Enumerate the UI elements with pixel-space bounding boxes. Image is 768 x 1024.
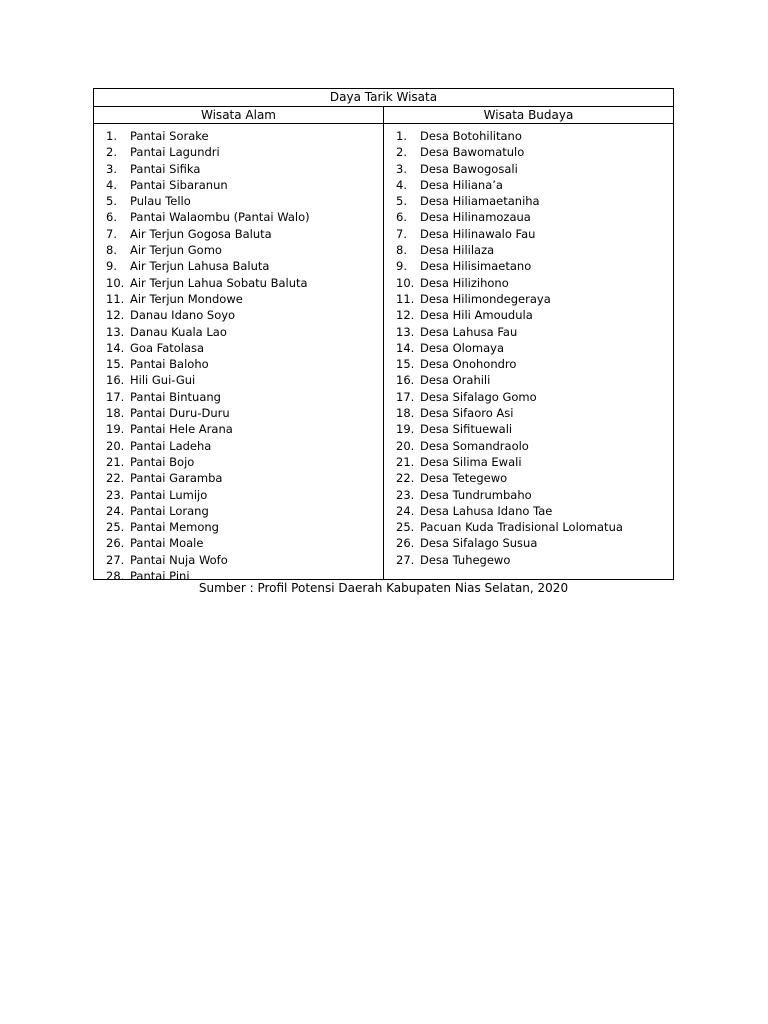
list-item-text: Danau Idano Soyo xyxy=(130,308,236,323)
list-item-text: Pantai Nuja Wofo xyxy=(130,552,228,567)
wisata-alam-list-item xyxy=(94,291,383,307)
wisata-budaya-list-item xyxy=(384,307,673,323)
list-item-number: 12. xyxy=(396,308,415,323)
wisata-budaya-list-item xyxy=(384,275,673,291)
wisata-alam-list-item xyxy=(94,438,383,454)
list-item-number: 28. xyxy=(106,569,125,584)
wisata-budaya-list-item xyxy=(384,372,673,388)
list-item-number: 22. xyxy=(106,471,125,486)
list-item-text: Desa Somandraolo xyxy=(420,438,529,453)
list-item-text: Desa Hililaza xyxy=(420,243,495,258)
list-item-number: 24. xyxy=(106,503,125,518)
list-item-number: 4. xyxy=(396,177,407,192)
list-item-text: Desa Hiliana’a xyxy=(420,177,503,192)
wisata-alam-list-item xyxy=(94,389,383,405)
wisata-alam-list-item xyxy=(94,552,383,568)
list-item-text: Pantai Ladeha xyxy=(130,438,212,453)
list-item-text: Air Terjun Mondowe xyxy=(130,291,243,306)
wisata-alam-list-item xyxy=(94,144,383,160)
wisata-budaya-list-item xyxy=(384,421,673,437)
list-item-text: Desa Hilinawalo Fau xyxy=(420,226,536,241)
list-item-text: Pantai Hele Arana xyxy=(130,422,233,437)
list-item-number: 27. xyxy=(396,552,415,567)
list-item-text: Pantai Garamba xyxy=(130,471,223,486)
list-item-text: Air Terjun Gomo xyxy=(130,243,222,258)
list-item-text: Pantai Baloho xyxy=(130,357,209,372)
list-item-text: Desa Sifalago Gomo xyxy=(420,389,537,404)
list-item-text: Desa Silima Ewali xyxy=(420,454,522,469)
list-item-text: Desa Botohilitano xyxy=(420,129,522,143)
list-item-text: Pantai Lorang xyxy=(130,503,209,518)
list-item-text: Pacuan Kuda Tradisional Lolomatua xyxy=(420,520,623,535)
wisata-alam-column xyxy=(94,124,384,584)
source-caption: Sumber : Profil Potensi Daerah Kabupaten Nias Selatan, 2020 xyxy=(198,581,569,595)
wisata-alam-list-item xyxy=(94,258,383,274)
wisata-budaya-list-item xyxy=(384,552,673,568)
list-item-number: 20. xyxy=(106,438,125,453)
list-item-text: Air Terjun Gogosa Baluta xyxy=(130,226,272,241)
wisata-budaya-list-item xyxy=(384,226,673,242)
list-item-number: 26. xyxy=(106,536,125,551)
wisata-alam-list-item xyxy=(94,487,383,503)
list-item-text: Desa Lahusa Fau xyxy=(420,324,518,339)
list-item-number: 5. xyxy=(106,194,117,209)
list-item-number: 21. xyxy=(396,454,415,469)
list-item-text: Pulau Tello xyxy=(130,194,191,209)
wisata-budaya-list-item xyxy=(384,291,673,307)
list-item-number: 24. xyxy=(396,503,415,518)
list-item-text: Air Terjun Lahua Sobatu Baluta xyxy=(130,275,308,290)
wisata-alam-list-item xyxy=(94,421,383,437)
list-item-number: 17. xyxy=(396,389,415,404)
wisata-alam-list-item xyxy=(94,519,383,535)
list-item-number: 12. xyxy=(106,308,125,323)
list-item-text: Danau Kuala Lao xyxy=(130,324,227,339)
list-item-text: Desa Sifalago Susua xyxy=(420,536,538,551)
list-item-number: 26. xyxy=(396,536,415,551)
wisata-budaya-list-item xyxy=(384,389,673,405)
list-item-number: 25. xyxy=(106,520,125,535)
list-item-text: Desa Tundrumbaho xyxy=(420,487,532,502)
table-title: Daya Tarik Wisata xyxy=(94,89,673,107)
list-item-number: 22. xyxy=(396,471,415,486)
list-item-number: 14. xyxy=(396,340,415,355)
list-item-text: Desa Hili Amoudula xyxy=(420,308,533,323)
list-item-number: 10. xyxy=(396,275,415,290)
wisata-alam-list-item xyxy=(94,470,383,486)
wisata-alam-list xyxy=(94,128,383,584)
list-item-number: 18. xyxy=(396,406,415,421)
list-item-text: Pantai Pini xyxy=(130,569,190,584)
wisata-budaya-list-item xyxy=(384,470,673,486)
list-item-number: 20. xyxy=(396,438,415,453)
list-item-text: Desa Hilisimaetano xyxy=(420,259,532,274)
list-item-number: 2. xyxy=(396,145,407,160)
wisata-budaya-list-item xyxy=(384,242,673,258)
wisata-budaya-list-item xyxy=(384,209,673,225)
list-item-number: 8. xyxy=(106,243,117,258)
list-item-text: Pantai Sibaranun xyxy=(130,177,228,192)
list-item-text: Pantai Memong xyxy=(130,520,219,535)
list-item-number: 7. xyxy=(106,226,117,241)
wisata-budaya-list-item xyxy=(384,487,673,503)
wisata-budaya-list-item xyxy=(384,161,673,177)
list-item-text: Desa Lahusa Idano Tae xyxy=(420,503,553,518)
wisata-budaya-list-item xyxy=(384,324,673,340)
wisata-alam-list-item xyxy=(94,340,383,356)
wisata-alam-list-item xyxy=(94,454,383,470)
list-item-text: Pantai Bojo xyxy=(130,454,195,469)
list-item-number: 3. xyxy=(396,161,407,176)
wisata-alam-list-item xyxy=(94,356,383,372)
list-item-text: Desa Tetegewo xyxy=(420,471,508,486)
list-item-number: 1. xyxy=(396,129,407,143)
list-item-number: 6. xyxy=(396,210,407,225)
list-item-text: Desa Hiliamaetaniha xyxy=(420,194,540,209)
wisata-budaya-list-item xyxy=(384,144,673,160)
wisata-alam-list-item xyxy=(94,324,383,340)
list-item-number: 19. xyxy=(396,422,415,437)
list-item-text: Desa Hilizihono xyxy=(420,275,509,290)
list-item-text: Air Terjun Lahusa Baluta xyxy=(130,259,270,274)
list-item-number: 3. xyxy=(106,161,117,176)
list-item-number: 13. xyxy=(106,324,125,339)
tourist-attractions-table xyxy=(93,88,674,584)
list-item-number: 9. xyxy=(106,259,117,274)
wisata-budaya-list-item xyxy=(384,356,673,372)
wisata-alam-list-item xyxy=(94,128,383,144)
list-item-number: 11. xyxy=(106,291,125,306)
column-header-wisata-alam: Wisata Alam xyxy=(94,107,384,123)
list-item-number: 8. xyxy=(396,243,407,258)
table-header-row xyxy=(94,107,673,124)
list-item-text: Desa Sifituewali xyxy=(420,422,513,437)
wisata-budaya-list-item xyxy=(384,438,673,454)
wisata-budaya-list-item xyxy=(384,177,673,193)
list-item-number: 17. xyxy=(106,389,125,404)
list-item-number: 27. xyxy=(106,552,125,567)
list-item-text: Pantai Bintuang xyxy=(130,389,221,404)
list-item-number: 7. xyxy=(396,226,407,241)
wisata-budaya-list-item xyxy=(384,503,673,519)
wisata-alam-list-item xyxy=(94,242,383,258)
wisata-budaya-list-item xyxy=(384,405,673,421)
wisata-budaya-column xyxy=(384,124,673,580)
list-item-number: 2. xyxy=(106,145,117,160)
list-item-number: 23. xyxy=(396,487,415,502)
wisata-budaya-list-item xyxy=(384,535,673,551)
table-body-row xyxy=(94,124,673,584)
wisata-budaya-list-item xyxy=(384,128,673,144)
wisata-alam-list-item xyxy=(94,226,383,242)
list-item-text: Desa Bawogosali xyxy=(420,161,518,176)
wisata-alam-list-item xyxy=(94,535,383,551)
list-item-number: 15. xyxy=(106,357,125,372)
wisata-alam-list-item xyxy=(94,161,383,177)
list-item-number: 11. xyxy=(396,291,415,306)
wisata-budaya-list-item xyxy=(384,519,673,535)
wisata-alam-list-item xyxy=(94,177,383,193)
wisata-alam-list-item xyxy=(94,503,383,519)
list-item-text: Desa Hilinamozaua xyxy=(420,210,531,225)
wisata-alam-list-item xyxy=(94,405,383,421)
list-item-text: Desa Orahili xyxy=(420,373,491,388)
list-item-number: 19. xyxy=(106,422,125,437)
list-item-text: Desa Olomaya xyxy=(420,340,505,355)
wisata-alam-list-item xyxy=(94,209,383,225)
list-item-text: Hili Gui-Gui xyxy=(130,373,196,388)
list-item-number: 16. xyxy=(396,373,415,388)
wisata-budaya-list-item xyxy=(384,258,673,274)
wisata-alam-list-item xyxy=(94,275,383,291)
list-item-number: 9. xyxy=(396,259,407,274)
list-item-text: Pantai Lumijo xyxy=(130,487,208,502)
list-item-number: 16. xyxy=(106,373,125,388)
list-item-number: 10. xyxy=(106,275,125,290)
list-item-text: Goa Fatolasa xyxy=(130,340,205,355)
wisata-budaya-list-item xyxy=(384,454,673,470)
wisata-alam-list-item xyxy=(94,372,383,388)
list-item-text: Pantai Walaombu (Pantai Walo) xyxy=(130,210,310,225)
wisata-budaya-list-item xyxy=(384,340,673,356)
list-item-text: Pantai Moale xyxy=(130,536,204,551)
list-item-text: Desa Bawomatulo xyxy=(420,145,525,160)
list-item-text: Pantai Lagundri xyxy=(130,145,220,160)
list-item-text: Desa Onohondro xyxy=(420,357,517,372)
list-item-number: 5. xyxy=(396,194,407,209)
list-item-text: Desa Sifaoro Asi xyxy=(420,406,514,421)
list-item-text: Desa Tuhegewo xyxy=(420,552,511,567)
list-item-number: 4. xyxy=(106,177,117,192)
list-item-text: Pantai Sifika xyxy=(130,161,201,176)
list-item-text: Pantai Sorake xyxy=(130,129,209,143)
wisata-budaya-list-item xyxy=(384,193,673,209)
list-item-number: 23. xyxy=(106,487,125,502)
list-item-number: 13. xyxy=(396,324,415,339)
list-item-text: Desa Hilimondegeraya xyxy=(420,291,551,306)
wisata-budaya-list xyxy=(384,128,673,568)
list-item-number: 25. xyxy=(396,520,415,535)
list-item-text: Pantai Duru-Duru xyxy=(130,406,230,421)
list-item-number: 6. xyxy=(106,210,117,225)
list-item-number: 14. xyxy=(106,340,125,355)
wisata-alam-list-item xyxy=(94,307,383,323)
list-item-number: 18. xyxy=(106,406,125,421)
list-item-number: 21. xyxy=(106,454,125,469)
wisata-alam-list-item xyxy=(94,193,383,209)
column-header-wisata-budaya: Wisata Budaya xyxy=(483,108,574,122)
list-item-number: 1. xyxy=(106,129,117,143)
list-item-number: 15. xyxy=(396,357,415,372)
